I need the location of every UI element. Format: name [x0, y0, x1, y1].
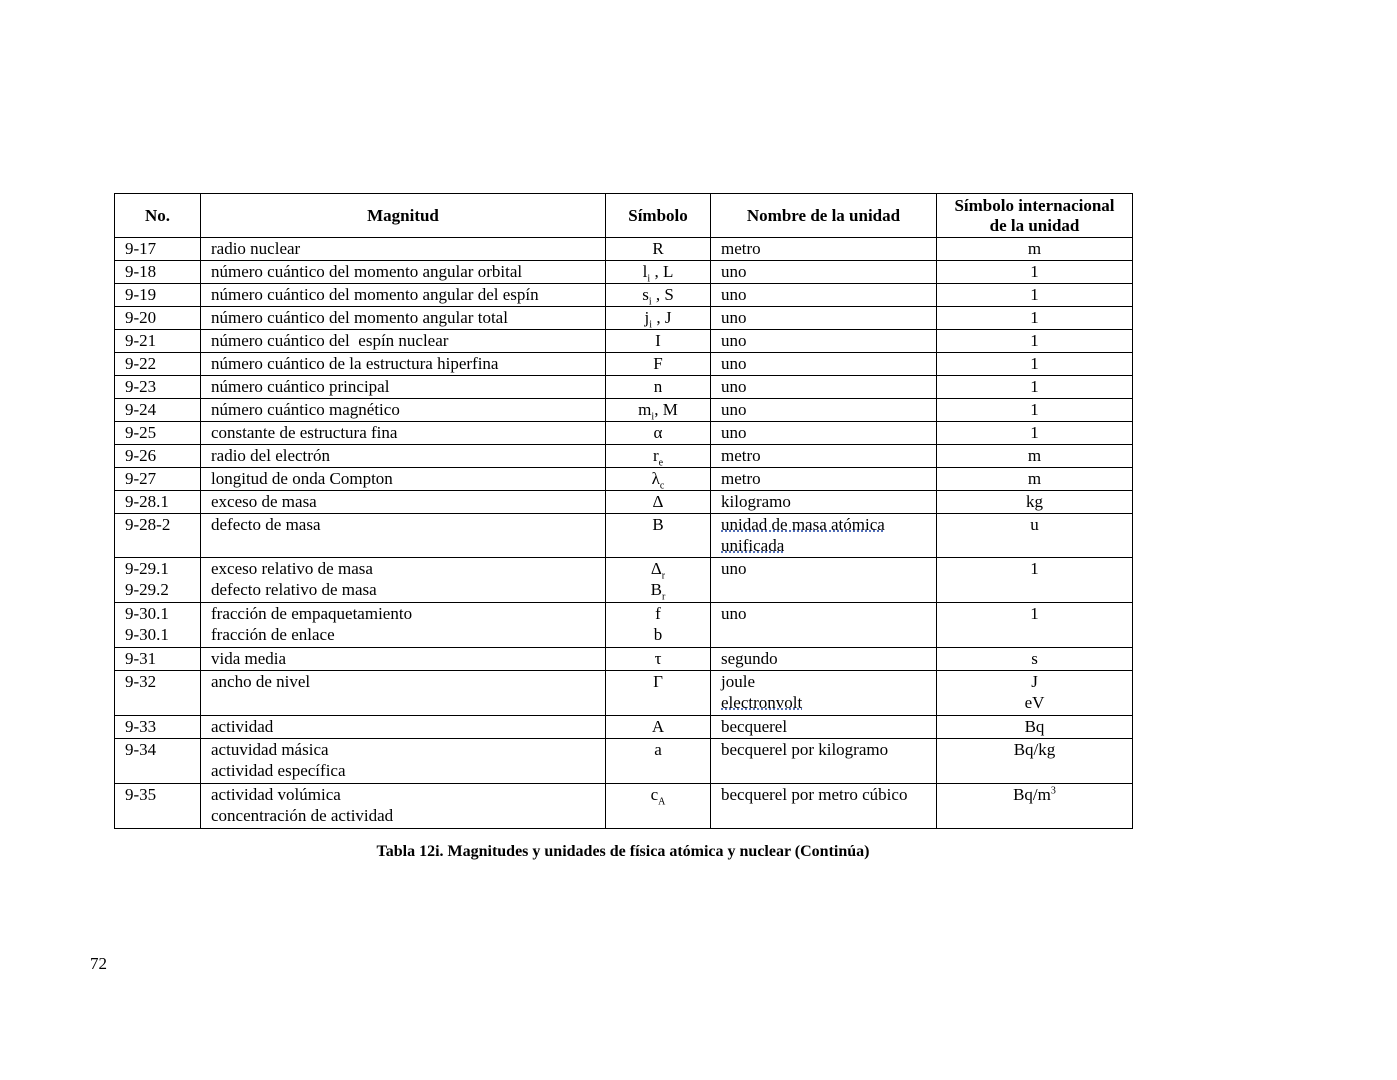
cell-no: 9-19: [115, 284, 201, 307]
cell-simbolo: f b: [606, 603, 711, 648]
table-row: [115, 648, 1133, 671]
header-simbolo: Símbolo: [606, 194, 711, 238]
cell-magnitud: número cuántico de la estructura hiperfina: [201, 353, 606, 376]
cell-simbolo-int: 1: [937, 376, 1133, 399]
cell-simbolo-int: J eV: [937, 671, 1133, 716]
table-row: [115, 671, 1133, 716]
cell-no: 9-28-2: [115, 514, 201, 558]
cell-simbolo: $s_i$ , S: [606, 284, 711, 307]
table-header-row: [115, 194, 1133, 238]
table-row: [115, 716, 1133, 739]
cell-magnitud: actividad: [201, 716, 606, 739]
cell-simbolo-int: Bq: [937, 716, 1133, 739]
cell-simbolo-int: 1: [937, 399, 1133, 422]
cell-unidad: becquerel por kilogramo: [711, 739, 937, 784]
cell-no: 9-17: [115, 238, 201, 261]
cell-unidad: metro: [711, 468, 937, 491]
cell-no: 9-25: [115, 422, 201, 445]
cell-unidad: uno: [711, 376, 937, 399]
cell-unidad: uno: [711, 307, 937, 330]
cell-unidad: uno: [711, 603, 937, 648]
cell-simbolo: Γ: [606, 671, 711, 716]
cell-simbolo: a: [606, 739, 711, 784]
cell-simbolo: τ: [606, 648, 711, 671]
cell-simbolo: $m_i$, M: [606, 399, 711, 422]
table-row: [115, 307, 1133, 330]
cell-simbolo-int: 1: [937, 353, 1133, 376]
cell-simbolo-int: $Bq/m^3$: [937, 784, 1133, 829]
cell-magnitud: exceso relativo de masa defecto relativo de masa: [201, 558, 606, 603]
cell-no: 9-23: [115, 376, 201, 399]
cell-magnitud: radio nuclear: [201, 238, 606, 261]
cell-magnitud: número cuántico principal: [201, 376, 606, 399]
cell-unidad: segundo: [711, 648, 937, 671]
cell-simbolo: $c_A$: [606, 784, 711, 829]
cell-simbolo: $\lambda_c$: [606, 468, 711, 491]
table-row: [115, 284, 1133, 307]
cell-magnitud: número cuántico del espín nuclear: [201, 330, 606, 353]
cell-no: 9-31: [115, 648, 201, 671]
table-row: [115, 784, 1133, 829]
header-magnitud: Magnitud: [201, 194, 606, 238]
cell-no: 9-34: [115, 739, 201, 784]
cell-simbolo: $r_e$: [606, 445, 711, 468]
cell-unidad: kilogramo: [711, 491, 937, 514]
cell-no: 9-27: [115, 468, 201, 491]
cell-magnitud: constante de estructura fina: [201, 422, 606, 445]
cell-no: 9-21: [115, 330, 201, 353]
table-row: [115, 422, 1133, 445]
cell-simbolo: A: [606, 716, 711, 739]
cell-magnitud: defecto de masa: [201, 514, 606, 558]
table-row: [115, 603, 1133, 648]
cell-unidad: unidad de masa atómica unificada: [711, 514, 937, 558]
cell-magnitud: exceso de masa: [201, 491, 606, 514]
cell-simbolo-int: 1: [937, 558, 1133, 603]
cell-no: 9-33: [115, 716, 201, 739]
cell-unidad: metro: [711, 445, 937, 468]
cell-unidad: becquerel: [711, 716, 937, 739]
cell-simbolo: $\Delta_r$ $B_r$: [606, 558, 711, 603]
header-simbolo-internacional: Símbolo internacional de la unidad: [937, 194, 1133, 238]
cell-no: 9-29.1 9-29.2: [115, 558, 201, 603]
cell-simbolo: α: [606, 422, 711, 445]
cell-simbolo: I: [606, 330, 711, 353]
table-row: [115, 468, 1133, 491]
cell-magnitud: número cuántico magnético: [201, 399, 606, 422]
units-table: [114, 193, 1133, 829]
table-row: [115, 558, 1133, 603]
cell-simbolo-int: Bq/kg: [937, 739, 1133, 784]
table-row: [115, 445, 1133, 468]
cell-unidad: uno: [711, 330, 937, 353]
cell-simbolo-int: m: [937, 238, 1133, 261]
cell-simbolo-int: 1: [937, 330, 1133, 353]
cell-magnitud: actuvidad másica actividad específica: [201, 739, 606, 784]
cell-no: 9-24: [115, 399, 201, 422]
table-row: [115, 514, 1133, 558]
cell-magnitud: número cuántico del momento angular total: [201, 307, 606, 330]
cell-unidad: uno: [711, 353, 937, 376]
cell-simbolo: B: [606, 514, 711, 558]
cell-unidad: uno: [711, 422, 937, 445]
table-row: [115, 399, 1133, 422]
page-number: 72: [90, 954, 107, 973]
header-nombre-unidad: Nombre de la unidad: [711, 194, 937, 238]
cell-unidad: becquerel por metro cúbico: [711, 784, 937, 829]
table-row: [115, 330, 1133, 353]
cell-simbolo-int: 1: [937, 422, 1133, 445]
cell-unidad: uno: [711, 558, 937, 603]
cell-magnitud: vida media: [201, 648, 606, 671]
cell-no: 9-30.1 9-30.1: [115, 603, 201, 648]
table-row: [115, 261, 1133, 284]
cell-simbolo: F: [606, 353, 711, 376]
table-row: [115, 353, 1133, 376]
cell-simbolo-int: kg: [937, 491, 1133, 514]
cell-simbolo-int: 1: [937, 284, 1133, 307]
cell-magnitud: número cuántico del momento angular del espín: [201, 284, 606, 307]
cell-simbolo: R: [606, 238, 711, 261]
cell-simbolo-int: 1: [937, 261, 1133, 284]
cell-no: 9-22: [115, 353, 201, 376]
cell-no: 9-20: [115, 307, 201, 330]
cell-magnitud: radio del electrón: [201, 445, 606, 468]
table-caption: Tabla 12i. Magnitudes y unidades de física atómica y nuclear (Continúa): [376, 843, 870, 860]
cell-magnitud: fracción de empaquetamiento fracción de enlace: [201, 603, 606, 648]
cell-no: 9-28.1: [115, 491, 201, 514]
cell-simbolo: $l_i$ , L: [606, 261, 711, 284]
cell-simbolo: $j_i$ , J: [606, 307, 711, 330]
cell-unidad: uno: [711, 261, 937, 284]
header-no: No.: [115, 194, 201, 238]
cell-no: 9-35: [115, 784, 201, 829]
table-row: [115, 491, 1133, 514]
cell-no: 9-26: [115, 445, 201, 468]
cell-simbolo-int: 1: [937, 307, 1133, 330]
cell-simbolo-int: m: [937, 468, 1133, 491]
cell-simbolo: n: [606, 376, 711, 399]
cell-unidad: uno: [711, 399, 937, 422]
cell-simbolo-int: u: [937, 514, 1133, 558]
table-row: [115, 238, 1133, 261]
cell-unidad: metro: [711, 238, 937, 261]
cell-magnitud: ancho de nivel: [201, 671, 606, 716]
cell-magnitud: actividad volúmica concentración de actividad: [201, 784, 606, 829]
cell-simbolo: Δ: [606, 491, 711, 514]
table-row: [115, 739, 1133, 784]
cell-simbolo-int: s: [937, 648, 1133, 671]
cell-no: 9-32: [115, 671, 201, 716]
cell-magnitud: número cuántico del momento angular orbital: [201, 261, 606, 284]
cell-unidad: joule electronvolt: [711, 671, 937, 716]
cell-unidad: uno: [711, 284, 937, 307]
cell-no: 9-18: [115, 261, 201, 284]
cell-simbolo-int: m: [937, 445, 1133, 468]
table-row: [115, 376, 1133, 399]
cell-magnitud: longitud de onda Compton: [201, 468, 606, 491]
cell-simbolo-int: 1: [937, 603, 1133, 648]
